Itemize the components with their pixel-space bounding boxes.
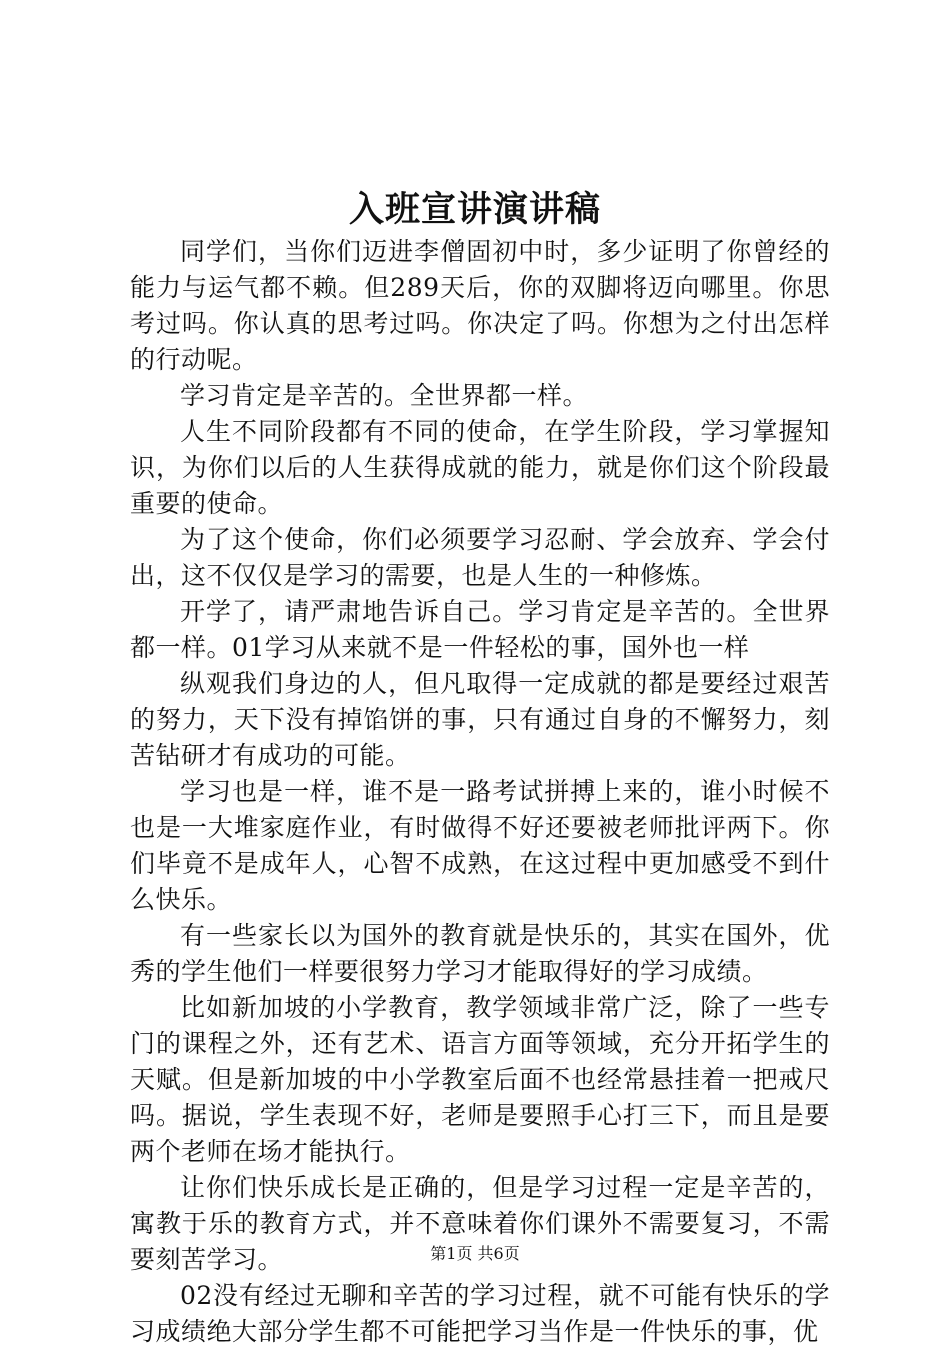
paragraph: 为了这个使命，你们必须要学习忍耐、学会放弃、学会付出，这不仅仅是学习的需要，也是人生的一种修炼。 [130,525,830,590]
paragraph: 02没有经过无聊和辛苦的学习过程，就不可能有快乐的学习成绩绝大部分学生都不可能把学习当作是一件快乐的事，优 [130,1281,830,1346]
paragraph: 让你们快乐成长是正确的，但是学习过程一定是辛苦的，寓教于乐的教育方式，并不意味着你们课外不需要复习，不需要刻苦学习。 [130,1173,830,1274]
paragraph: 开学了，请严肃地告诉自己。学习肯定是辛苦的。全世界都一样。01学习从来就不是一件轻松的事，国外也一样 [130,597,830,662]
paragraph: 有一些家长以为国外的教育就是快乐的，其实在国外，优秀的学生他们一样要很努力学习才能取得好的学习成绩。 [130,921,830,986]
paragraph: 人生不同阶段都有不同的使命，在学生阶段，学习掌握知识，为你们以后的人生获得成就的能力，就是你们这个阶段最重要的使命。 [130,417,830,518]
paragraph: 纵观我们身边的人，但凡取得一定成就的都是要经过艰苦的努力，天下没有掉馅饼的事，只有通过自身的不懈努力，刻苦钻研才有成功的可能。 [130,669,830,770]
paragraph: 学习也是一样，谁不是一路考试拼搏上来的，谁小时候不也是一大堆家庭作业，有时做得不好还要被老师批评两下。你们毕竟不是成年人，心智不成熟，在这过程中更加感受不到什么快乐。 [130,777,830,914]
paragraph: 同学们，当你们迈进李僧固初中时，多少证明了你曾经的能力与运气都不赖。但289天后，你的双脚将迈向哪里。你思考过吗。你认真的思考过吗。你决定了吗。你想为之付出怎样的行动呢。 [130,237,830,374]
document-title: 入班宣讲演讲稿 [348,189,601,230]
document-body [130,234,830,1350]
paragraph: 比如新加坡的小学教育，教学领域非常广泛，除了一些专门的课程之外，还有艺术、语言方面等领域，充分开拓学生的天赋。但是新加坡的中小学教室后面不也经常悬挂着一把戒尺吗。据说，学生表现不好，老师是要照手心打三下，而且是要两个老师在场才能执行。 [130,993,830,1166]
paragraph: 学习肯定是辛苦的。全世界都一样。 [180,381,589,410]
page-number-footer: 第1页 共6页 [430,1244,520,1263]
